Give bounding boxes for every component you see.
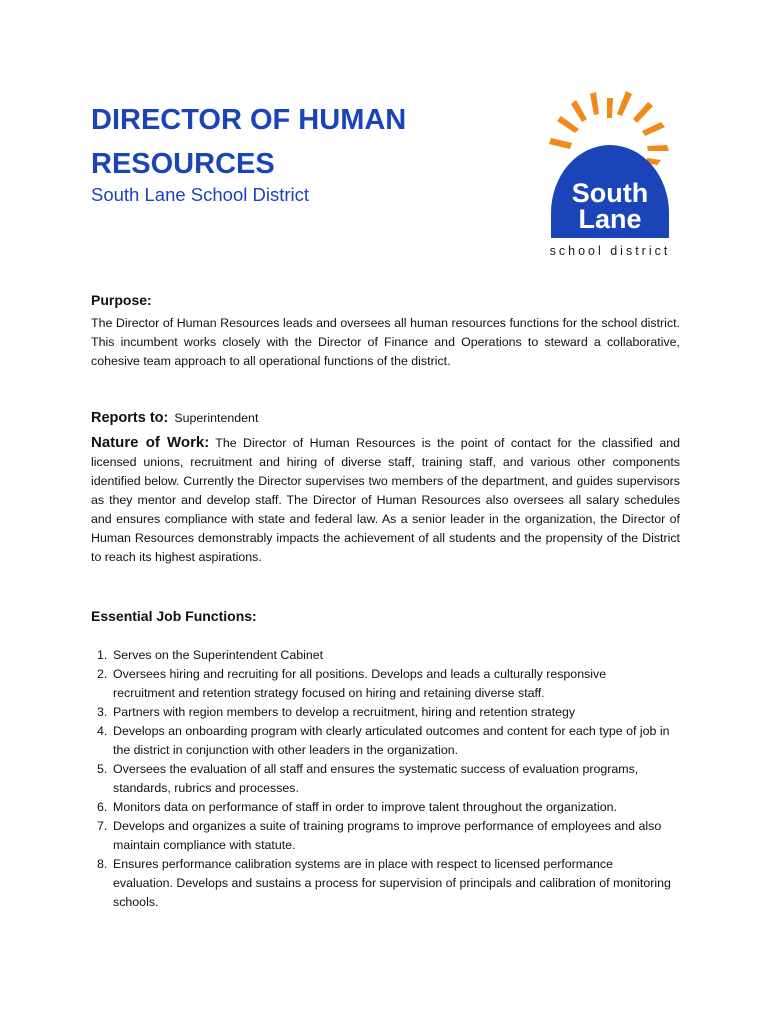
district-subtitle: South Lane School District <box>91 184 310 205</box>
essential-functions-list <box>91 646 671 912</box>
page-title: DIRECTOR OF HUMAN RESOURCES <box>91 104 407 180</box>
list-item <box>91 722 671 760</box>
nature-of-work-text: The Director of Human Resources is the point of contact for the classified and licensed unions, recruitment and hiring of diverse staff, training staff, and various other components identified below. Currently the Director supervises two members of the department, and guides supervisors as they mentor and develop staff. The Director of Human Resources also oversees all salary schedules and ensures compliance with state and federal law. As a senior leader in the organization, the Director of Human Resources demonstrably impacts the achievement of all students and the propensity of the District to reach its highest aspirations. <box>91 436 680 564</box>
list-item-number: 8. <box>97 857 108 871</box>
reports-to-value: Superintendent <box>174 411 259 425</box>
list-item <box>91 817 671 855</box>
nature-of-work-paragraph <box>91 433 680 567</box>
essential-functions-heading: Essential Job Functions: <box>91 608 257 624</box>
list-item-text: Monitors data on performance of staff in order to improve talent throughout the organization. <box>113 800 617 814</box>
list-item-text: Oversees the evaluation of all staff and ensures the systematic success of evaluation programs, standards, rubrics and processes. <box>113 762 639 795</box>
list-item-text: Partners with region members to develop a recruitment, hiring and retention strategy <box>113 705 576 719</box>
logo-line-south: South <box>571 178 649 208</box>
list-item-text: Serves on the Superintendent Cabinet <box>113 648 324 662</box>
list-item-text: Oversees hiring and recruiting for all positions. Develops and leads a culturally responsive recruitment and retention strategy focused on hiring and retaining diverse staff. <box>113 667 607 700</box>
purpose-heading: Purpose: <box>91 292 152 308</box>
list-item-number: 5. <box>97 762 108 776</box>
list-item-text: Ensures performance calibration systems are in place with respect to licensed performance evaluation. Develops and sustains a process for supervision of principals and calibration of monitoring schools. <box>113 857 671 909</box>
list-item-number: 6. <box>97 800 108 814</box>
list-item-text: Develops an onboarding program with clearly articulated outcomes and content for each type of job in the district in conjunction with other leaders in the organization. <box>113 724 670 757</box>
list-item <box>91 760 671 798</box>
list-item-number: 2. <box>97 667 108 681</box>
logo-line-lane: Lane <box>578 204 642 234</box>
logo-wordmark <box>535 180 685 232</box>
nature-of-work-label: Nature of Work: <box>91 434 210 451</box>
district-logo <box>535 88 685 268</box>
list-item-text: Develops and organizes a suite of training programs to improve performance of employees and also maintain compliance with statute. <box>113 819 662 852</box>
purpose-text: The Director of Human Resources leads and oversees all human resources functions for the school district. This incumbent works closely with the Director of Finance and Operations to steward a collaborative, cohesive team approach to all operational functions of the district. <box>91 316 680 368</box>
list-item-number: 7. <box>97 819 108 833</box>
reports-to-line <box>91 409 680 427</box>
reports-to-label: Reports to: <box>91 410 169 426</box>
list-item <box>91 646 671 665</box>
list-item-number: 4. <box>97 724 108 738</box>
list-item <box>91 855 671 912</box>
list-item <box>91 703 671 722</box>
list-item-number: 3. <box>97 705 108 719</box>
list-item-number: 1. <box>97 648 108 662</box>
list-item <box>91 798 671 817</box>
list-item <box>91 665 671 703</box>
logo-caption: school district <box>549 244 671 258</box>
